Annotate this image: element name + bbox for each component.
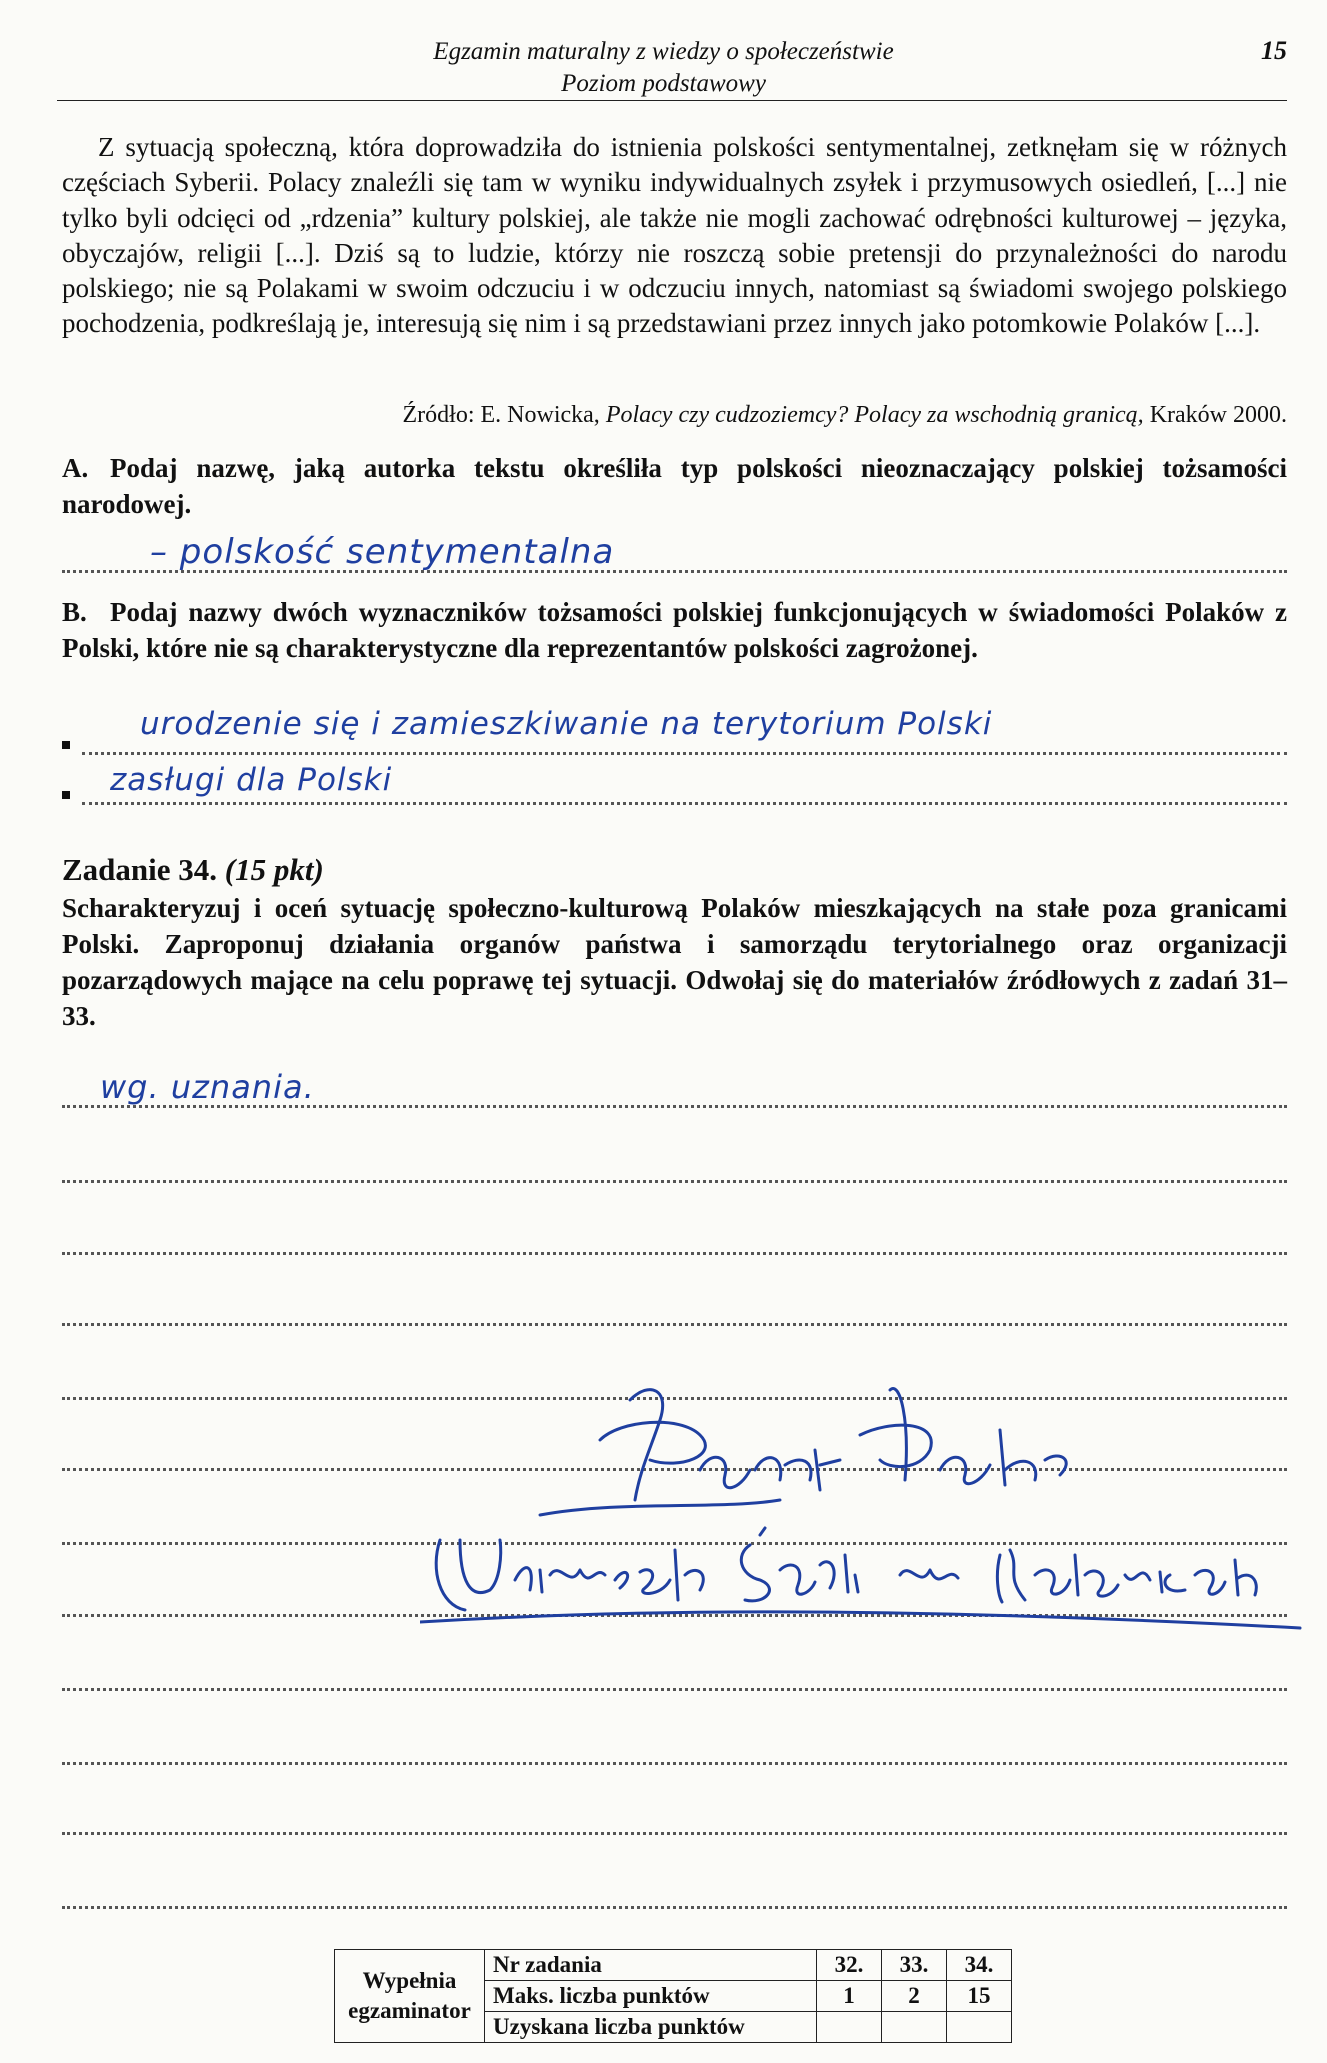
score-row-task-numbers — [335, 1950, 1012, 1981]
score-cell: 34. — [947, 1950, 1012, 1981]
citation-suffix: Kraków 2000. — [1143, 402, 1287, 428]
score-input-cell[interactable] — [882, 2012, 947, 2043]
citation-prefix: Źródło: E. Nowicka, — [402, 402, 606, 428]
task-a-text: Podaj nazwę, jaką autorka tekstu określiła typ polskości nieoznaczający polskiej tożsamości narodowej. — [62, 453, 1287, 519]
answer-line — [62, 1906, 1287, 1909]
row-label: Nr zadania — [485, 1950, 817, 1981]
task-34-number: Zadanie 34. — [62, 852, 218, 887]
score-cell: 15 — [947, 1981, 1012, 2012]
score-cell: 2 — [882, 1981, 947, 2012]
task-34-question: Scharakteryzuj i oceń sytuację społeczno-kulturową Polaków mieszkających na stałe poza granicami Polski. Zaproponuj działania organów państwa i samorządu terytorialnego oraz organizacji pozarządowych mające na celu poprawę tej sytuacji. Odwołaj się do materiałów źródłowych z zadań 31–33. — [62, 893, 1287, 1031]
header-rule — [57, 100, 1287, 101]
task-a-answer[interactable]: – polskość sentymentalna — [150, 532, 615, 572]
answer-line — [62, 1688, 1287, 1691]
examiner-label: Wypełnia egzaminator — [335, 1950, 485, 2043]
answer-line — [62, 1832, 1287, 1835]
score-cell: 1 — [817, 1981, 882, 2012]
answer-line — [62, 1105, 1287, 1108]
score-table — [334, 1949, 1012, 2043]
task-34-answer[interactable]: wg. uznania. — [100, 1068, 315, 1106]
answer-line — [82, 752, 1287, 755]
header-title: Egzamin maturalny z wiedzy o społeczeństwie — [433, 38, 894, 65]
task-a-letter: A. — [62, 453, 89, 483]
citation-title: Polacy czy cudzoziemcy? Polacy za wschodnią granicą, — [605, 402, 1144, 428]
task-b-letter: B. — [62, 597, 87, 627]
header-subtitle: Poziom podstawowy — [561, 70, 766, 97]
answer-line — [62, 1252, 1287, 1255]
page-number: 15 — [1261, 36, 1287, 65]
handwritten-signature — [420, 1360, 1320, 1630]
task-34-title — [62, 852, 324, 888]
source-text — [62, 130, 1287, 342]
signature-drawing — [420, 1360, 1320, 1630]
row-label: Maks. liczba punktów — [485, 1981, 817, 2012]
score-input-cell[interactable] — [947, 2012, 1012, 2043]
score-input-cell[interactable] — [817, 2012, 882, 2043]
bullet-2 — [62, 791, 70, 799]
bullet-1 — [62, 741, 70, 749]
task-b-answer-2[interactable]: zasługi dla Polski — [110, 762, 393, 798]
answer-line — [82, 802, 1287, 805]
answer-line — [62, 1762, 1287, 1765]
task-b-text: Podaj nazwy dwóch wyznaczników tożsamości polskiej funkcjonujących w świadomości Polaków z Polski, które nie są charakterystyczne dla reprezentantów polskości zagrożonej. — [62, 597, 1287, 663]
task-a-question — [62, 450, 1287, 522]
score-cell: 32. — [817, 1950, 882, 1981]
task-b-question — [62, 594, 1287, 666]
answer-line — [62, 1180, 1287, 1183]
task-b-answer-1[interactable]: urodzenie się i zamieszkiwanie na terytorium Polski — [140, 706, 993, 742]
source-citation — [403, 400, 1287, 430]
source-paragraph: Z sytuacją społeczną, która doprowadziła do istnienia polskości sentymentalnej, zetknęłam się w różnych częściach Syberii. Polacy znaleźli się tam w wyniku indywidualnych zsyłek i przymusowych osiedleń, [...] nie tylko byli odcięci od „rdzenia” kultury polskiej, ale także nie mogli zachować odrębności kulturowej – języka, obyczajów, religii [...]. Dziś są to ludzie, którzy nie roszczą sobie pretensji do przynależności do narodu polskiego; nie są Polakami w swoim odczuciu i w odczuciu innych, natomiast są świadomi swojego polskiego pochodzenia, podkreślają je, interesują się nim i są przedstawiani przez innych jako potomkowie Polaków [...]. — [62, 132, 1287, 339]
row-label: Uzyskana liczba punktów — [485, 2012, 817, 2043]
answer-line — [62, 1323, 1287, 1326]
task-34-points: (15 pkt) — [224, 852, 324, 887]
score-cell: 33. — [882, 1950, 947, 1981]
answer-line — [62, 570, 1287, 573]
